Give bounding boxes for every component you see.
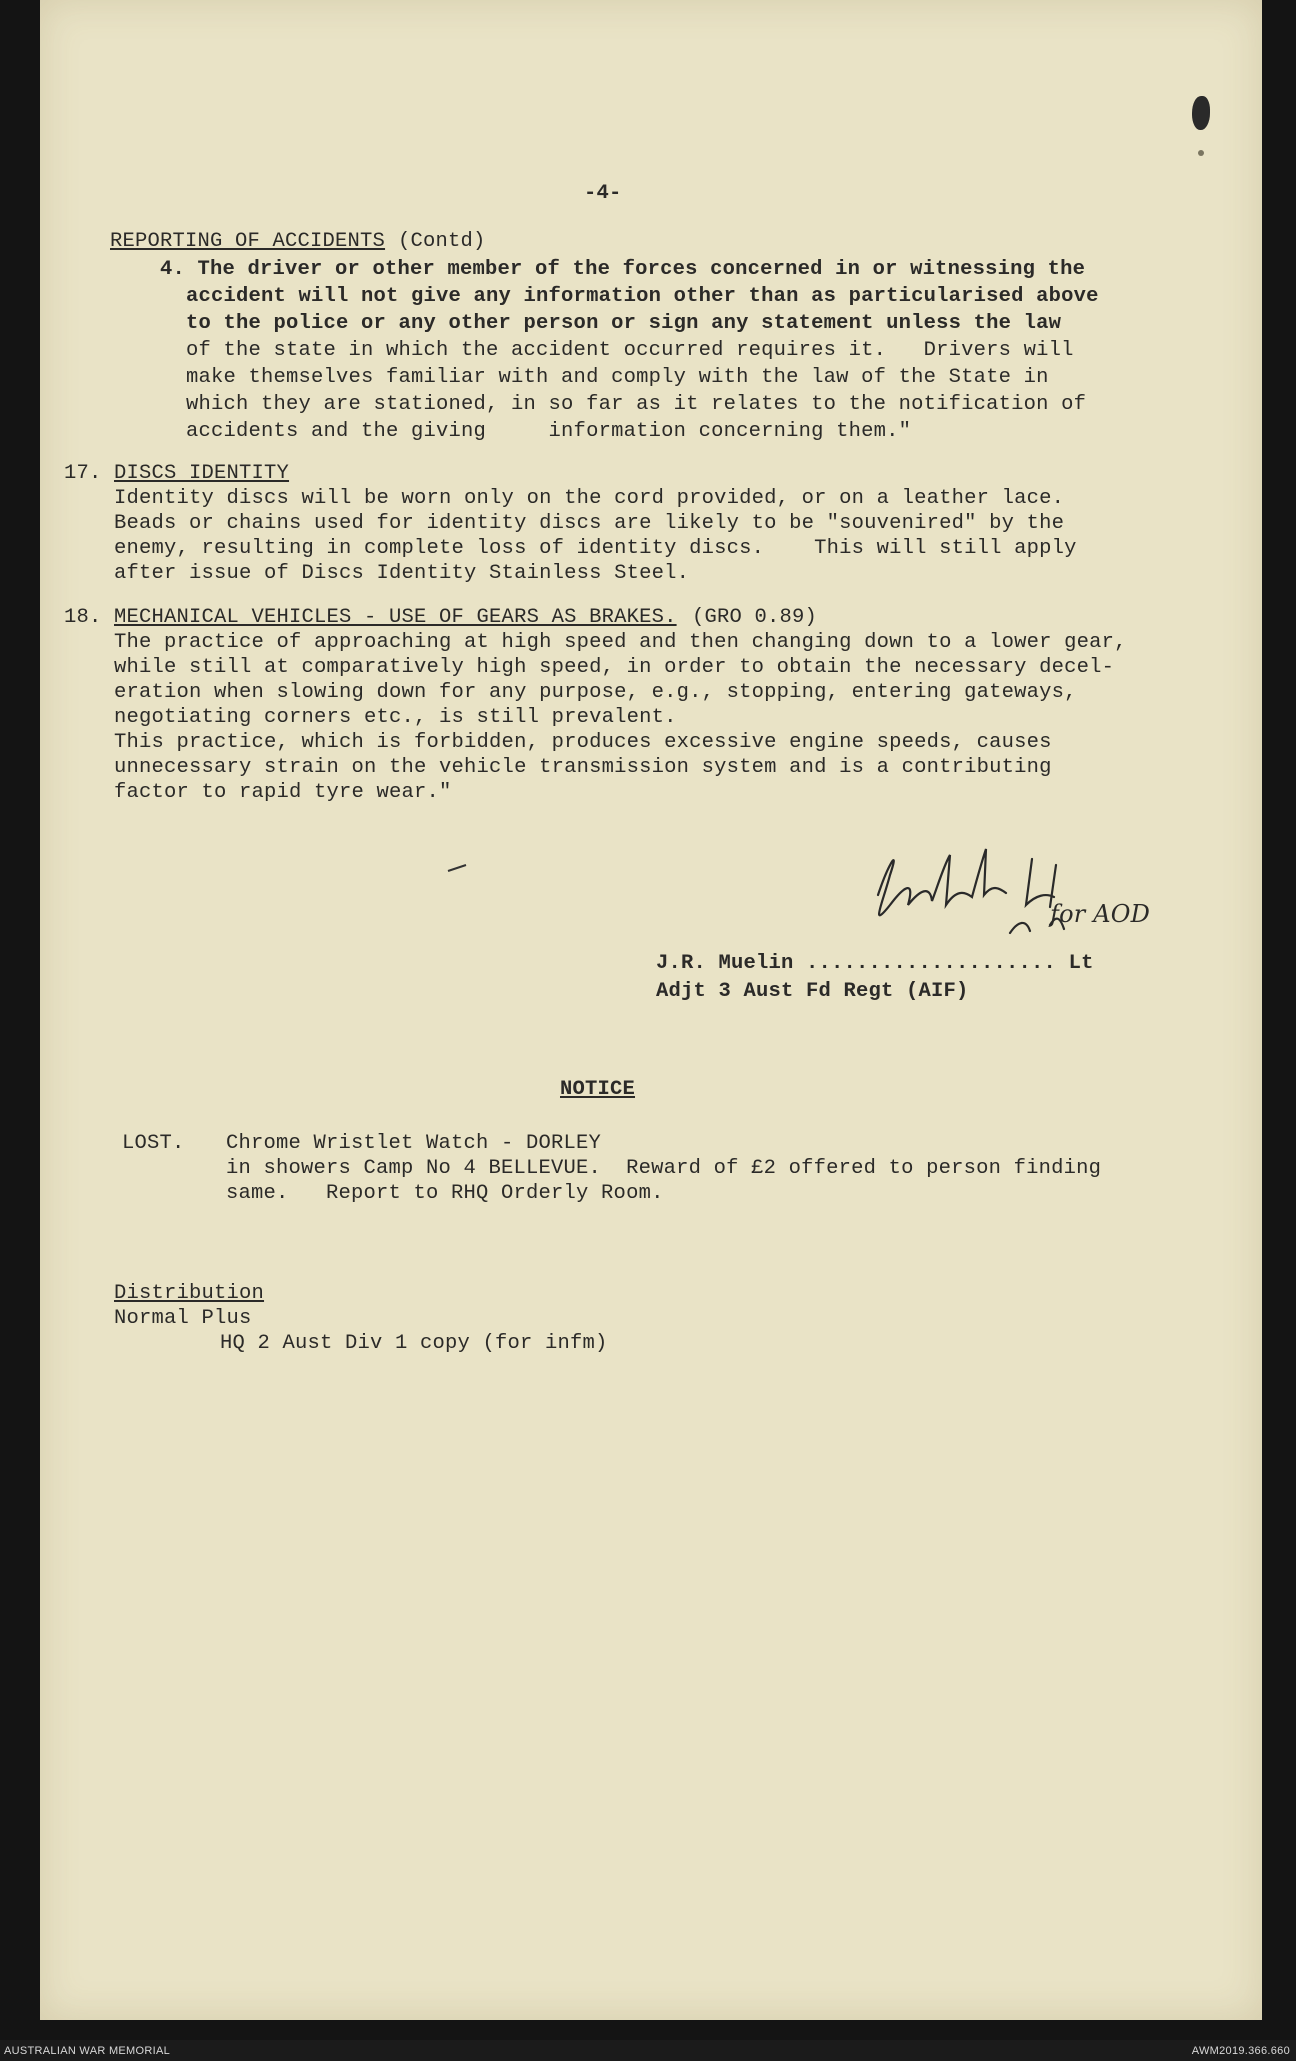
paragraph-line: This practice, which is forbidden, produces excessive engine speeds, causes bbox=[114, 731, 1052, 754]
section-heading-suffix: (Contd) bbox=[398, 230, 486, 253]
paragraph-line: which they are stationed, in so far as it relates to the notification of bbox=[186, 393, 1087, 416]
section-heading-vehicles: MECHANICAL VEHICLES - USE OF GEARS AS BRAKES. bbox=[114, 606, 677, 629]
paragraph-line: make themselves familiar with and comply with the law of the State in bbox=[186, 366, 1049, 389]
page-number: -4- bbox=[584, 182, 622, 205]
paragraph-line: accident will not give any information other than as particularised above bbox=[186, 285, 1099, 308]
notice-heading: NOTICE bbox=[560, 1078, 636, 1101]
paragraph-line: after issue of Discs Identity Stainless Steel. bbox=[114, 562, 690, 585]
notice-label: LOST. bbox=[122, 1132, 185, 1155]
notice-line: Chrome Wristlet Watch - DORLEY bbox=[226, 1132, 602, 1155]
section-heading-reporting: REPORTING OF ACCIDENTS bbox=[110, 230, 386, 253]
signatory-name: J.R. Muelin .................... Lt bbox=[656, 952, 1094, 975]
notice-line: same. Report to RHQ Orderly Room. bbox=[226, 1182, 664, 1205]
paragraph-line: Beads or chains used for identity discs are likely to be "souvenired" by the bbox=[114, 512, 1065, 535]
footer-institution: AUSTRALIAN WAR MEMORIAL bbox=[4, 2045, 171, 2057]
paragraph-line: enemy, resulting in complete loss of identity discs. This will still apply bbox=[114, 537, 1077, 560]
paragraph-line: 4. The driver or other member of the forces concerned in or witnessing the bbox=[160, 258, 1086, 281]
distribution-heading: Distribution bbox=[114, 1282, 265, 1305]
paragraph-line: negotiating corners etc., is still prevalent. bbox=[114, 706, 677, 729]
handwritten-signature bbox=[860, 835, 1100, 955]
paragraph-line: eration when slowing down for any purpose, e.g., stopping, entering gateways, bbox=[114, 681, 1077, 704]
pen-mark bbox=[446, 862, 470, 874]
notice-line: in showers Camp No 4 BELLEVUE. Reward of £2 offered to person finding bbox=[226, 1157, 1102, 1180]
paragraph-line: Identity discs will be worn only on the cord provided, or on a leather lace. bbox=[114, 487, 1065, 510]
paragraph-line: factor to rapid tyre wear." bbox=[114, 781, 452, 804]
paragraph-line: of the state in which the accident occurred requires it. Drivers will bbox=[186, 339, 1074, 362]
paragraph-line: The practice of approaching at high speed and then changing down to a lower gear, bbox=[114, 631, 1127, 654]
footer-accession: AWM2019.366.660 bbox=[1191, 2045, 1290, 2057]
distribution-line: HQ 2 Aust Div 1 copy (for infm) bbox=[220, 1332, 608, 1355]
paragraph-line: to the police or any other person or sign any statement unless the law bbox=[186, 312, 1062, 335]
paragraph-line: while still at comparatively high speed, in order to obtain the necessary decel- bbox=[114, 656, 1115, 679]
section-number-18: 18. bbox=[64, 606, 102, 629]
paragraph-line: accidents and the giving information concerning them." bbox=[186, 420, 912, 443]
paragraph-line: unnecessary strain on the vehicle transmission system and is a contributing bbox=[114, 756, 1052, 779]
section-number-17: 17. bbox=[64, 462, 102, 485]
distribution-line: Normal Plus bbox=[114, 1307, 252, 1330]
section-heading-suffix: (GRO 0.89) bbox=[692, 606, 818, 629]
handwritten-annotation: for AOD bbox=[1050, 900, 1151, 928]
paper-mark bbox=[1198, 150, 1204, 156]
section-heading-discs: DISCS IDENTITY bbox=[114, 462, 290, 485]
signatory-title: Adjt 3 Aust Fd Regt (AIF) bbox=[656, 980, 969, 1003]
punch-hole bbox=[1192, 96, 1210, 130]
